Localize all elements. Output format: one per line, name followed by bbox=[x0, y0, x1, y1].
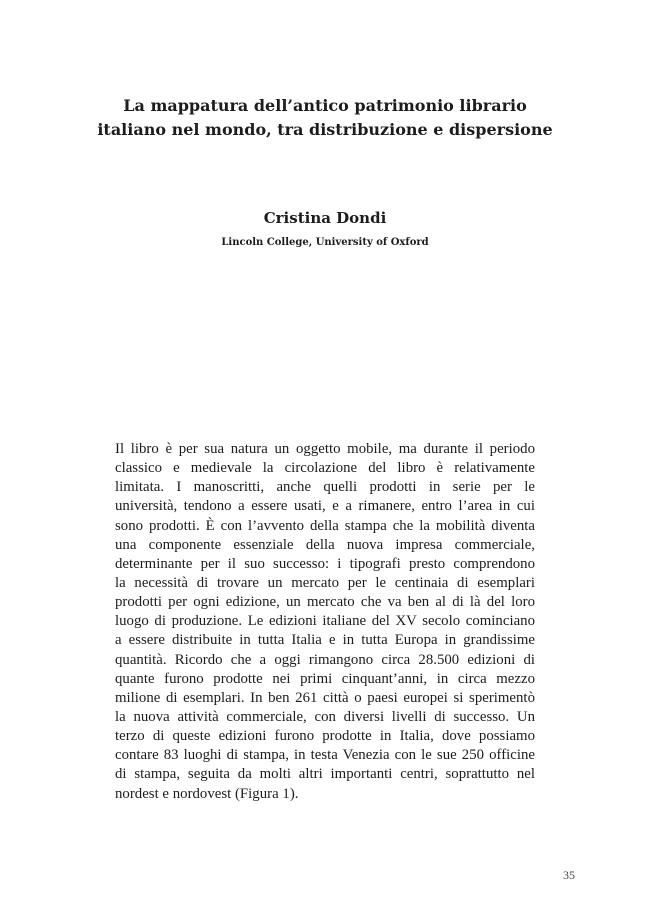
body-line: limitata. I manoscritti, anche quelli prodotti in serie per le bbox=[115, 479, 535, 496]
body-line: contare 83 luoghi di stampa, in testa Venezia con le sue 250 officine bbox=[115, 747, 535, 764]
body-line: determinante per il suo successo: i tipografi presto comprendono bbox=[115, 555, 535, 572]
body-line: nordest e nordovest (Figura 1). bbox=[115, 785, 299, 802]
body-line: a essere distribuite in tutta Italia e in tutta Europa in grandissime bbox=[115, 632, 535, 649]
page-number: 35 bbox=[563, 868, 575, 882]
body-line: terzo di queste edizioni furono prodotte in Italia, dove possiamo bbox=[115, 728, 535, 745]
body-line: una componente essenziale della nuova impresa commerciale, bbox=[115, 536, 535, 553]
body-line: quantità. Ricordo che a oggi rimangono circa 28.500 edizioni di bbox=[115, 651, 535, 668]
body-line: università, tendono a essere usati, e a rimanere, entro l’area in cui bbox=[115, 498, 535, 515]
body-line: di stampa, seguita da molti altri importanti centri, soprattutto nel bbox=[115, 766, 535, 783]
body-line: sono prodotti. È con l’avvento della stampa che la mobilità diventa bbox=[115, 517, 535, 534]
body-line: prodotti per ogni edizione, un mercato che va ben al di là del loro bbox=[115, 594, 535, 611]
body-line: la nuova attività commerciale, con diversi livelli di successo. Un bbox=[115, 708, 535, 725]
paper-title bbox=[60, 94, 590, 142]
body-line: milione di esemplari. In ben 261 città o paesi europei si sperimentò bbox=[115, 689, 535, 706]
body-line: la necessità di trovare un mercato per le centinaia di esemplari bbox=[115, 574, 535, 591]
body-line: luogo di produzione. Le edizioni italiane del XV secolo cominciano bbox=[115, 613, 535, 630]
body-line: quante furono prodotte nei primi cinquant’anni, in circa mezzo bbox=[115, 670, 535, 687]
author-name: Cristina Dondi bbox=[263, 209, 387, 227]
author-affiliation: Lincoln College, University of Oxford bbox=[221, 237, 429, 248]
body-line: classico e medievale la circolazione del libro è relativamente bbox=[115, 460, 535, 477]
body-paragraph bbox=[115, 440, 535, 804]
title-line-1: La mappatura dell’antico patrimonio librario bbox=[123, 96, 527, 115]
title-line-2: italiano nel mondo, tra distribuzione e dispersione bbox=[97, 120, 553, 139]
body-line: Il libro è per sua natura un oggetto mobile, ma durante il periodo bbox=[115, 441, 535, 457]
